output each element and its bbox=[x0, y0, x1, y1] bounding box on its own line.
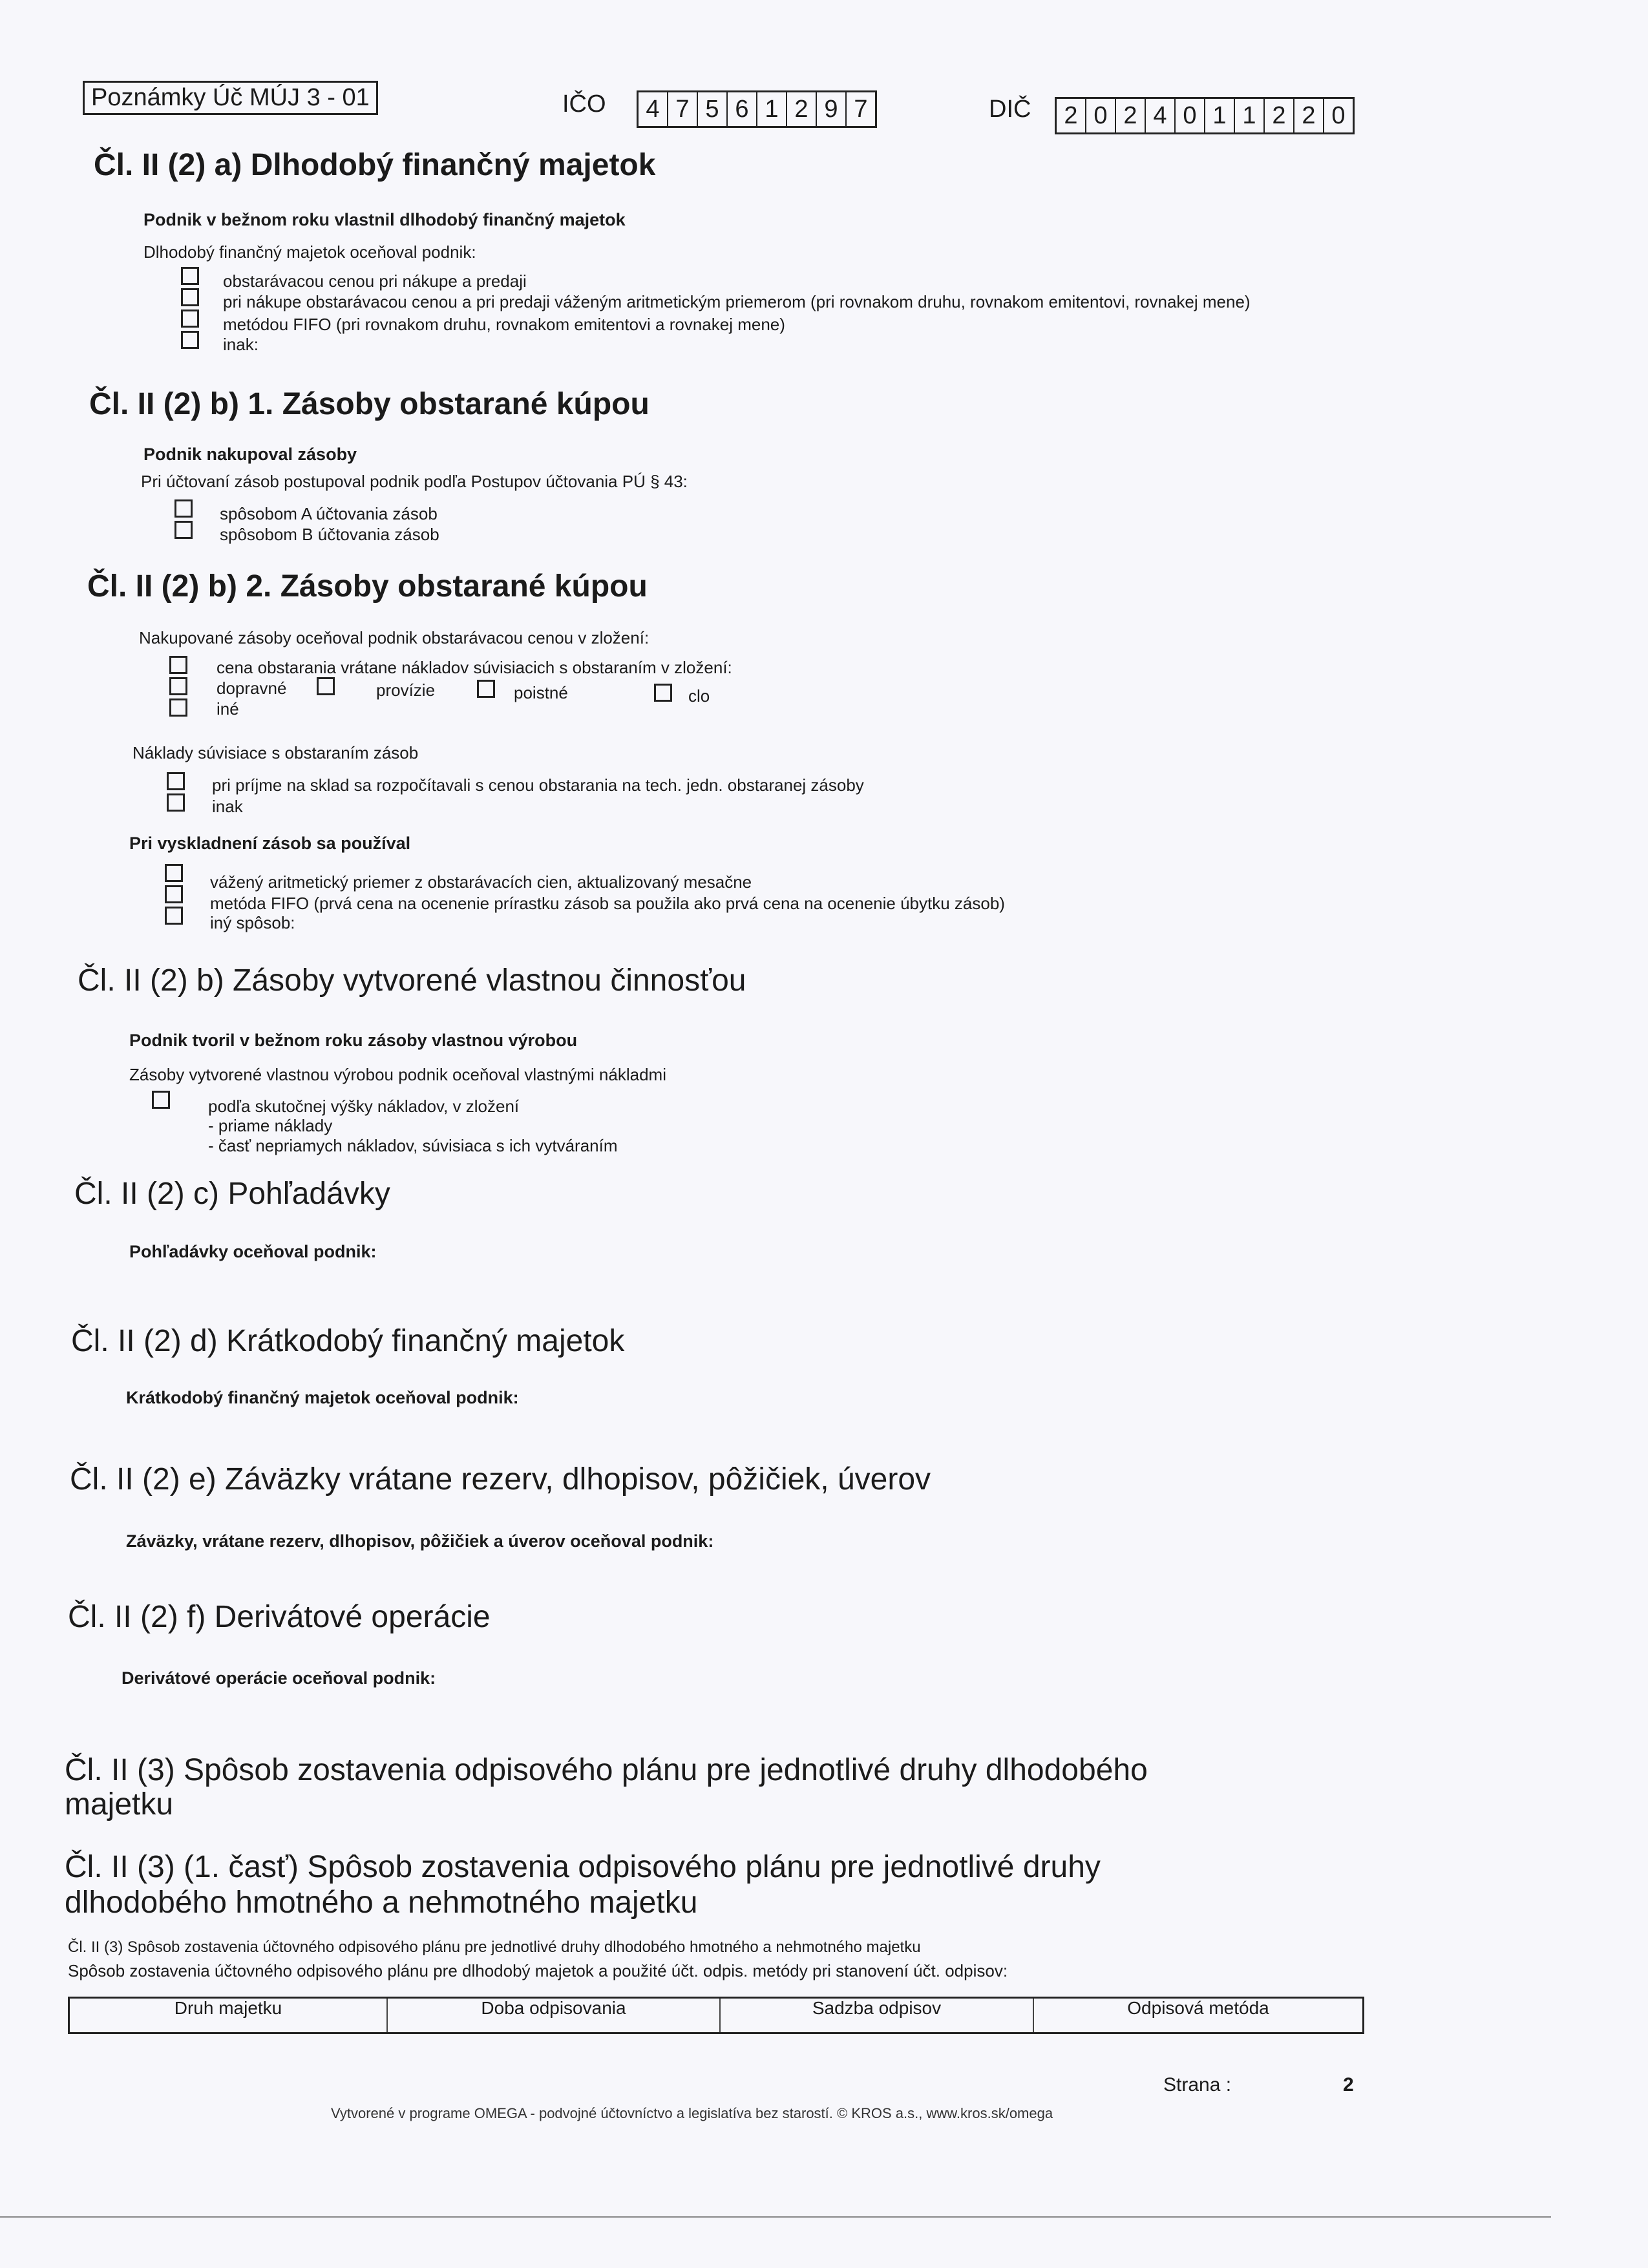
section-title-zavazky: Čl. II (2) e) Záväzky vrátane rezerv, dlhopisov, pôžičiek, úverov bbox=[70, 1462, 931, 1496]
checkbox[interactable] bbox=[169, 698, 187, 717]
option-label: podľa skutočnej výšky nákladov, v zložení bbox=[208, 1097, 520, 1116]
option-label: inak bbox=[212, 797, 243, 816]
dic-digit: 1 bbox=[1235, 99, 1265, 132]
checkbox[interactable] bbox=[169, 677, 187, 695]
column-header: Sadzba odpisov bbox=[721, 1999, 1034, 2032]
section-subtitle: Záväzky, vrátane rezerv, dlhopisov, pôžičiek a úverov oceňoval podnik: bbox=[126, 1531, 714, 1551]
section-intro: Zásoby vytvorené vlastnou výrobou podnik oceňoval vlastnými nákladmi bbox=[129, 1065, 666, 1084]
column-header: Druh majetku bbox=[70, 1999, 388, 2032]
column-header: Odpisová metóda bbox=[1127, 1998, 1269, 2018]
section-title-pohladavky: Čl. II (2) c) Pohľadávky bbox=[74, 1177, 390, 1211]
ico-digit: 2 bbox=[787, 92, 817, 126]
section-title-kfm: Čl. II (2) d) Krátkodobý finančný majetok bbox=[71, 1324, 625, 1358]
section-intro: Dlhodobý finančný majetok oceňoval podnik: bbox=[143, 242, 476, 262]
checkbox[interactable] bbox=[181, 331, 199, 349]
checkbox[interactable] bbox=[477, 680, 495, 698]
option-label: vážený aritmetický priemer z obstarávacích cien, aktualizovaný mesačne bbox=[210, 872, 752, 892]
section-subtitle: Pri vyskladnení zásob sa používal bbox=[129, 834, 411, 853]
section-title-derivaty: Čl. II (2) f) Derivátové operácie bbox=[68, 1600, 491, 1634]
checkbox[interactable] bbox=[167, 772, 185, 790]
ico-digit: 6 bbox=[728, 92, 757, 126]
section-subtitle: Podnik tvoril v bežnom roku zásoby vlastnou výrobou bbox=[129, 1031, 578, 1050]
option-label: provízie bbox=[376, 680, 436, 700]
checkbox[interactable] bbox=[181, 310, 199, 328]
note-text: Čl. II (3) Spôsob zostavenia účtovného odpisového plánu pre jednotlivé druhy dlhodobého hmotného a nehmotného majetku bbox=[68, 1938, 921, 1956]
note-text: Spôsob zostavenia účtovného odpisového plánu pre dlhodobý majetok a použité účt. odpis. metódy pri stanovení účt. odpisov: bbox=[68, 1961, 1008, 1980]
option-label: clo bbox=[688, 686, 710, 706]
checkbox[interactable] bbox=[174, 499, 193, 518]
dic-digit: 0 bbox=[1086, 99, 1116, 132]
option-label: metóda FIFO (prvá cena na ocenenie prírastku zásob sa použila ako prvá cena na ocenenie úbytku zásob) bbox=[210, 894, 1005, 913]
dic-digit: 0 bbox=[1176, 99, 1205, 132]
option-label: dopravné bbox=[217, 678, 287, 698]
checkbox[interactable] bbox=[165, 885, 183, 903]
checkbox[interactable] bbox=[181, 288, 199, 306]
section-title-dfm: Čl. II (2) a) Dlhodobý finančný majetok bbox=[94, 148, 656, 182]
option-label: inak: bbox=[223, 335, 259, 354]
page-label: Strana : bbox=[1163, 2074, 1232, 2095]
bottom-rule bbox=[0, 2216, 1551, 2218]
section-intro: Nakupované zásoby oceňoval podnik obstarávacou cenou v zložení: bbox=[139, 628, 650, 647]
section-subtitle: Pohľadávky oceňoval podnik: bbox=[129, 1242, 377, 1261]
section-intro: Náklady súvisiace s obstaraním zásob bbox=[132, 743, 419, 762]
list-item: - časť nepriamych nákladov, súvisiaca s ich vytváraním bbox=[208, 1136, 618, 1155]
option-label: cena obstarania vrátane nákladov súvisiacich s obstaraním v zložení: bbox=[217, 658, 732, 677]
checkbox[interactable] bbox=[165, 864, 183, 882]
checkbox[interactable] bbox=[654, 684, 672, 702]
section-title-odpisovy-plan: Čl. II (3) Spôsob zostavenia odpisového plánu pre jednotlivé druhy dlhodobého bbox=[65, 1753, 1148, 1787]
dic-label: DIČ bbox=[989, 96, 1031, 123]
section-title-odpisovy-plan-cont: majetku bbox=[65, 1787, 174, 1822]
dic-digit: 2 bbox=[1294, 99, 1324, 132]
footer-credit: Vytvorené v programe OMEGA - podvojné účtovníctvo a legislatíva bez starostí. © KROS a.s., www.kros.sk/omega bbox=[331, 2105, 1053, 2121]
dic-field bbox=[1055, 97, 1355, 134]
ico-digit: 1 bbox=[757, 92, 787, 126]
dic-digit: 0 bbox=[1331, 102, 1346, 129]
option-label: spôsobom A účtovania zásob bbox=[220, 504, 438, 523]
option-label: poistné bbox=[514, 683, 568, 702]
option-label: iné bbox=[217, 699, 239, 719]
section-subtitle: Krátkodobý finančný majetok oceňoval podnik: bbox=[126, 1388, 519, 1407]
section-subtitle: Podnik v bežnom roku vlastnil dlhodobý finančný majetok bbox=[143, 210, 626, 229]
ico-digit: 9 bbox=[817, 92, 847, 126]
section-title-zasoby-2: Čl. II (2) b) 2. Zásoby obstarané kúpou bbox=[87, 569, 648, 604]
option-label: iný spôsob: bbox=[210, 913, 295, 932]
depreciation-table-header bbox=[68, 1997, 1364, 2034]
section-subtitle: Derivátové operácie oceňoval podnik: bbox=[121, 1668, 436, 1688]
section-title-zasoby-1: Čl. II (2) b) 1. Zásoby obstarané kúpou bbox=[89, 387, 650, 421]
dic-digit: 2 bbox=[1116, 99, 1146, 132]
dic-digit: 1 bbox=[1205, 99, 1235, 132]
option-label: metódou FIFO (pri rovnakom druhu, rovnakom emitentovi a rovnakej mene) bbox=[223, 315, 785, 334]
dic-digit: 2 bbox=[1057, 99, 1086, 132]
checkbox[interactable] bbox=[169, 656, 187, 674]
list-item: - priame náklady bbox=[208, 1116, 333, 1135]
page-number: 2 bbox=[1343, 2074, 1354, 2095]
section-title-vlastna-cinnost: Čl. II (2) b) Zásoby vytvorené vlastnou činnosťou bbox=[78, 963, 746, 998]
form-title: Poznámky Úč MÚJ 3 - 01 bbox=[83, 81, 378, 115]
option-label: obstarávacou cenou pri nákupe a predaji bbox=[223, 271, 527, 291]
dic-digit: 2 bbox=[1265, 99, 1294, 132]
section-title-odpisovy-plan-1: Čl. II (3) (1. časť) Spôsob zostavenia odpisového plánu pre jednotlivé druhy bbox=[65, 1850, 1101, 1884]
checkbox[interactable] bbox=[317, 677, 335, 695]
ico-digit: 4 bbox=[639, 92, 668, 126]
ico-field bbox=[637, 90, 877, 128]
ico-digit: 5 bbox=[698, 92, 728, 126]
ico-label: IČO bbox=[562, 90, 606, 118]
ico-digit: 7 bbox=[854, 96, 868, 123]
option-label: pri nákupe obstarávacou cenou a pri predaji váženým aritmetickým priemerom (pri rovnakom druhu, rovnakom emitentovi, rovnakej mene) bbox=[223, 292, 1251, 311]
section-intro: Pri účtovaní zásob postupoval podnik podľa Postupov účtovania PÚ § 43: bbox=[141, 472, 688, 491]
section-title-odpisovy-plan-1-cont: dlhodobého hmotného a nehmotného majetku bbox=[65, 1885, 698, 1920]
checkbox[interactable] bbox=[181, 267, 199, 285]
column-header: Doba odpisovania bbox=[388, 1999, 721, 2032]
dic-digit: 4 bbox=[1146, 99, 1176, 132]
section-subtitle: Podnik nakupoval zásoby bbox=[143, 445, 357, 464]
option-label: spôsobom B účtovania zásob bbox=[220, 525, 439, 544]
checkbox[interactable] bbox=[165, 907, 183, 925]
checkbox[interactable] bbox=[174, 521, 193, 539]
option-label: pri príjme na sklad sa rozpočítavali s cenou obstarania na tech. jedn. obstaranej zásoby bbox=[212, 775, 864, 795]
ico-digit: 7 bbox=[668, 92, 698, 126]
checkbox[interactable] bbox=[152, 1091, 170, 1109]
checkbox[interactable] bbox=[167, 793, 185, 812]
